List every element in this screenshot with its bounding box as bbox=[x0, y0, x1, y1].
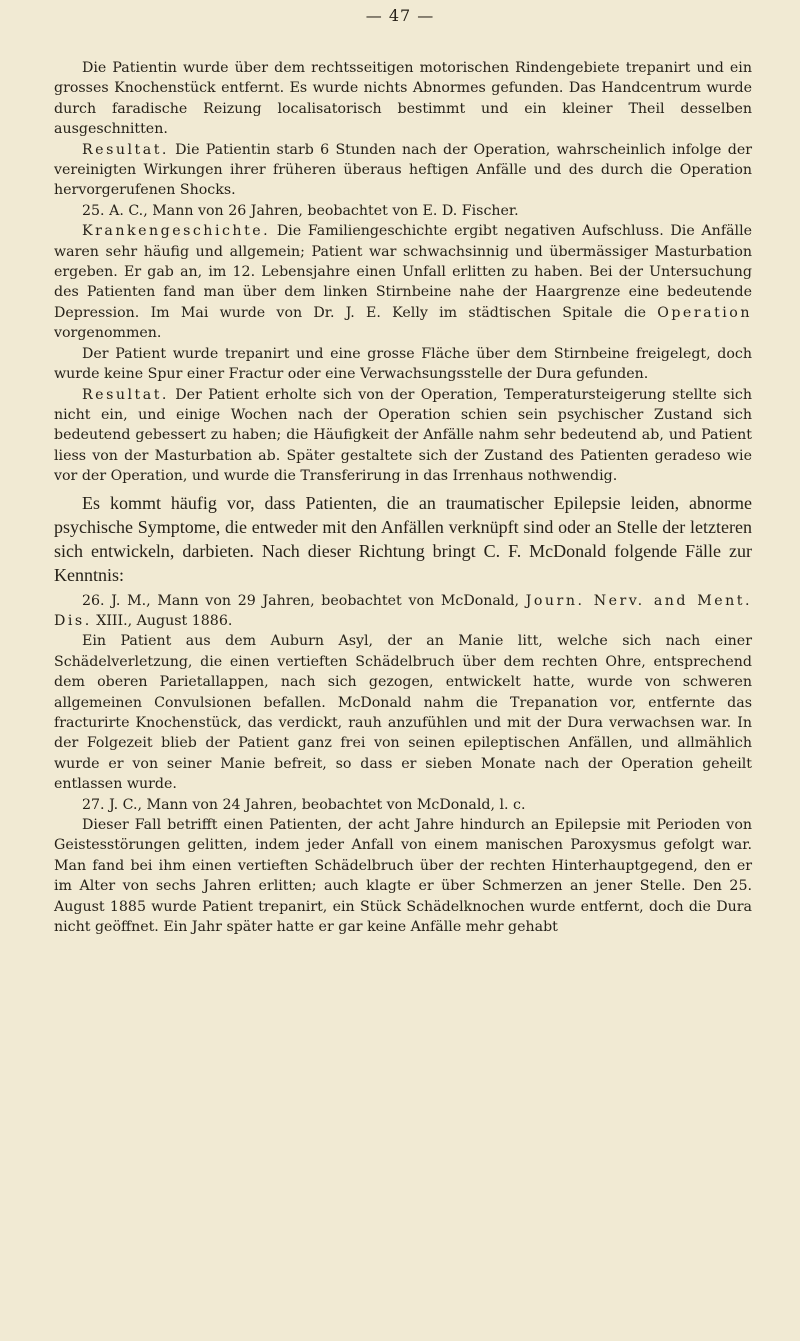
paragraph bbox=[54, 344, 752, 385]
spaced-emphasis-text: Krankengeschichte. bbox=[82, 223, 271, 240]
spaced-emphasis-text: Journ. Nerv. and Ment. Dis. bbox=[54, 592, 752, 629]
paragraph bbox=[54, 201, 752, 221]
body-text bbox=[54, 58, 752, 937]
paragraph bbox=[54, 385, 752, 487]
paragraph-text: Ein Patient aus dem Auburn Asyl, der an Manie litt, welche sich nach einer Schädelverletzung, die einen vertieften Schädelbruch über dem rechten Ohre, entsprechend dem oberen Parietallappen, nach sich gezogen, entwickelt hatte, wurde von schweren allgemeinen Convulsionen befallen. McDonald nahm die Trepanation vor, entfernte das fracturirte Knochenstück, das verdickt, rauh anzufühlen und mit der Dura verwachsen war. In der Folgezeit blieb der Patient ganz frei von seinen epileptischen Anfällen, und allmählich wurde er von seiner Manie befreit, so dass er sieben Monate nach der Operation geheilt entlassen wurde. bbox=[54, 633, 752, 793]
paragraph bbox=[54, 815, 752, 937]
paragraph-text: Dieser Fall betrifft einen Patienten, der acht Jahre hindurch an Epilepsie mit Perioden von Geistesstörungen gelitten, indem jeder Anfall von einem manischen Paroxysmus gefolgt war. Man fand bei ihm einen vertieften Schädelbruch über der rechten Hinterhauptgegend, den er im Alter von sechs Jahren erlitten; auch klagte er über Schmerzen an jener Stelle. Den 25. August 1885 wurde Patient trepanirt, ein Stück Schädelknochen wurde entfernt, doch die Dura nicht geöffnet. Ein Jahr später hatte er gar keine Anfälle mehr gehabt bbox=[54, 817, 752, 936]
paragraph-text: Die Patientin starb 6 Stunden nach der Operation, wahrscheinlich infolge der vereinigten Wirkungen ihrer früheren überaus heftigen Anfälle und des durch die Operation hervorgerufenen Shocks. bbox=[54, 141, 752, 199]
page-number: — 47 — bbox=[365, 6, 435, 25]
spaced-emphasis-text: Operation bbox=[657, 304, 752, 321]
paragraph-text: XIII., August 1886. bbox=[91, 612, 233, 629]
paragraph-text: 26. J. M., Mann von 29 Jahren, beobachtet von McDonald, bbox=[82, 592, 526, 609]
paragraph bbox=[54, 591, 752, 632]
paragraph-text: 25. A. C., Mann von 26 Jahren, beobachtet von E. D. Fischer. bbox=[82, 202, 519, 219]
paragraph-text: Der Patient erholte sich von der Operation, Temperatursteigerung stellte sich nicht ein, und einige Wochen nach der Operation schien sein psychischer Zustand sich bedeutend gebessert zu haben; die Häufigkeit der Anfälle nahm sehr bedeutend ab, und Patient liess von der Masturbation ab. Später gestaltete sich der Zustand des Patienten geradeso wie vor der Operation, und wurde die Transferirung in das Irrenhaus nothwendig. bbox=[54, 386, 752, 485]
paragraph-text: Es kommt häufig vor, dass Patienten, die an traumatischer Epilepsie leiden, abnorme psychische Symptome, die entweder mit den Anfällen verknüpft sind oder an Stelle der letzteren sich entwickeln, darbieten. Nach dieser Richtung bringt C. F. McDonald folgende Fälle zur Kenntnis: bbox=[54, 492, 752, 585]
paragraph bbox=[54, 491, 752, 587]
paragraph-text: vorgenommen. bbox=[54, 325, 162, 342]
paragraph-text: Der Patient wurde trepanirt und eine grosse Fläche über dem Stirnbeine freigelegt, doch wurde keine Spur einer Fractur oder eine Verwachsungsstelle der Dura gefunden. bbox=[54, 345, 752, 383]
spaced-emphasis-text: Resultat. bbox=[82, 141, 169, 158]
paragraph-text: Die Patientin wurde über dem rechtsseitigen motorischen Rindengebiete trepanirt und ein grosses Knochenstück entfernt. Es wurde nichts Abnormes gefunden. Das Handcentrum wurde durch faradische Reizung localisatorisch bestimmt und ein kleiner Theil desselben ausgeschnitten. bbox=[54, 60, 752, 138]
paragraph-text: Die Familiengeschichte ergibt negativen Aufschluss. Die Anfälle waren sehr häufig und allgemein; Patient war schwachsinnig und übermässiger Masturbation ergeben. Er gab an, im 12. Lebensjahre einen Unfall erlitten zu haben. Bei der Untersuchung des Patienten fand man über dem linken Stirnbeine nahe der Haargrenze eine bedeutende Depression. Im Mai wurde von Dr. J. E. Kelly im städtischen Spitale die bbox=[54, 223, 752, 321]
paragraph-text: 27. J. C., Mann von 24 Jahren, beobachtet von McDonald, l. c. bbox=[82, 796, 526, 813]
spaced-emphasis-text: Resultat. bbox=[82, 386, 169, 403]
paragraph bbox=[54, 140, 752, 201]
paragraph bbox=[54, 221, 752, 343]
paragraph bbox=[54, 631, 752, 794]
paragraph bbox=[54, 795, 752, 815]
paragraph bbox=[54, 58, 752, 140]
